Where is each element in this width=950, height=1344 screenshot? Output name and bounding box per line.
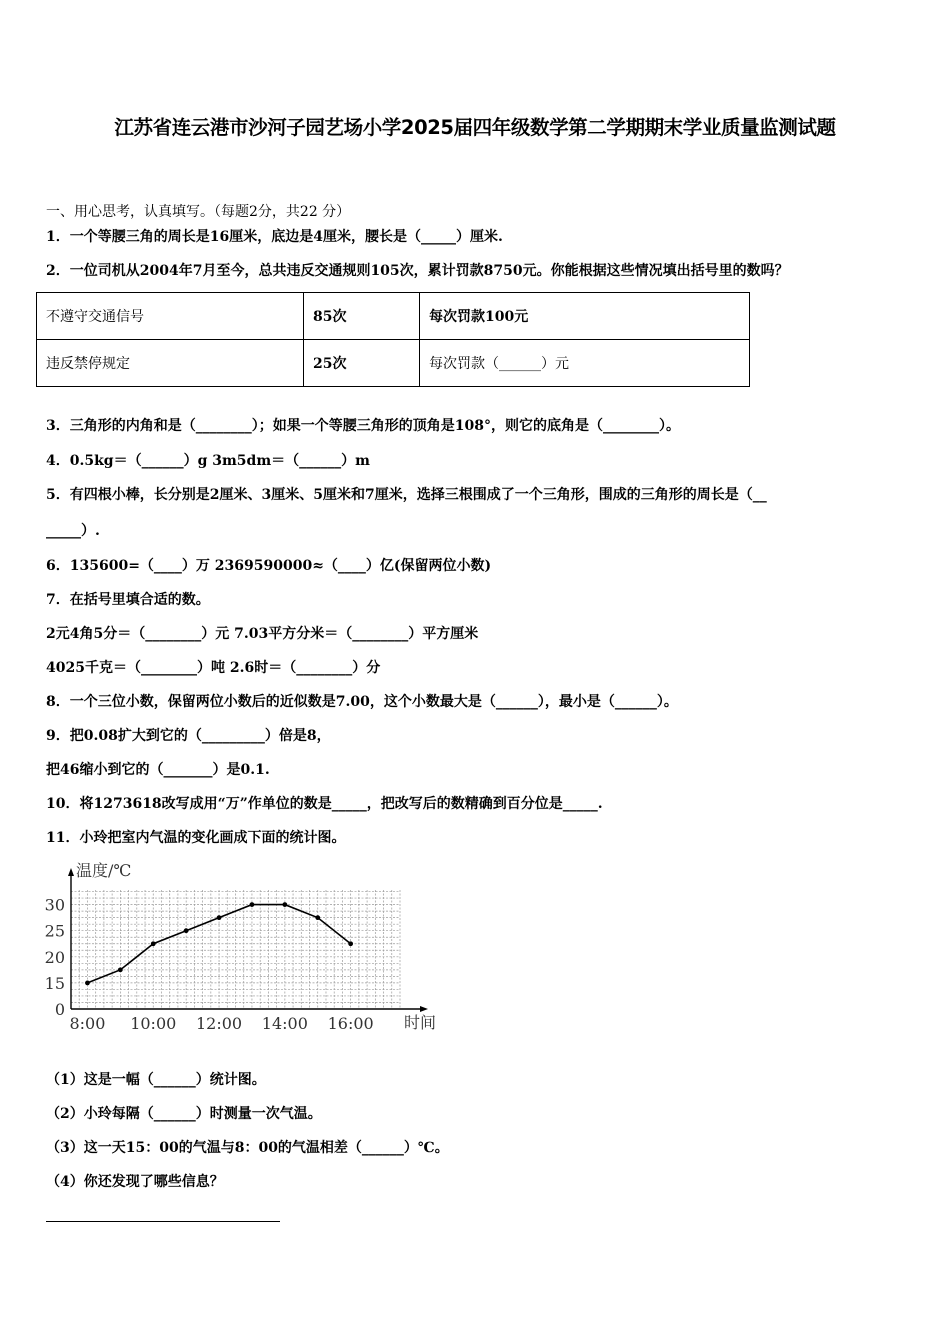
question-9-line-2: 把46缩小到它的（_______）是0.1. [46,762,270,778]
table-cell: 违反禁停规定 [37,340,304,387]
question-7: 7．在括号里填合适的数。 [46,592,210,608]
chart-axes [68,868,428,1012]
table-cell: 每次罚款（______）元 [420,340,750,387]
question-10: 10．将1273618改写成用“万”作单位的数是_____，把改写后的数精确到百分位是_____. [46,796,603,812]
x-tick-label: 10:00 [130,1014,177,1033]
data-point [282,902,287,907]
data-point [217,915,222,920]
table-cell: 不遵守交通信号 [37,293,304,340]
table-row [37,293,750,340]
question-7-line-2: 2元4角5分＝（________）元 7.03平方分米＝（________）平方厘米 [46,626,479,642]
data-point [85,981,90,986]
table-row [37,340,750,387]
temperature-line-chart [40,852,460,1037]
question-11-part-1: （1）这是一幅（______）统计图。 [46,1072,266,1088]
table-cell: 85次 [304,293,420,340]
question-3: 3．三角形的内角和是（________）；如果一个等腰三角形的顶角是108°，则它的底角是（________）。 [46,418,680,434]
table-cell: 每次罚款100元 [420,293,750,340]
x-tick-label: 16:00 [327,1014,374,1033]
section-heading: 一、用心思考，认真填写。（每题2分，共22 分） [46,204,351,220]
question-8: 8．一个三位小数，保留两位小数后的近似数是7.00，这个小数最大是（______），最小是（______）。 [46,694,678,710]
question-11-part-2: （2）小玲每隔（______）时测量一次气温。 [46,1106,322,1122]
question-6: 6．135600=（____）万 2369590000≈（____）亿(保留两位小数) [46,558,492,574]
x-tick-label: 14:00 [261,1014,308,1033]
y-tick-label: 30 [44,895,65,915]
y-axis-label: 温度/℃ [76,861,132,880]
question-9: 9．把0.08扩大到它的（_________）倍是8， [46,728,331,744]
question-11-part-3: （3）这一天15：00的气温与8：00的气温相差（______）℃。 [46,1140,449,1156]
x-axis-arrow [420,1006,428,1012]
question-2: 2．一位司机从2004年7月至今，总共违反交通规则105次，累计罚款8750元。你能根据这些情况填出括号里的数吗？ [46,263,789,279]
y-tick-label: 15 [44,973,65,993]
question-4: 4．0.5kg＝（______）g 3m5dm＝（______）m [46,453,370,469]
chart-grid [71,890,400,1009]
data-point [315,915,320,920]
y-tick-label: 0 [54,1000,65,1019]
x-axis-label: 时间 [404,1013,437,1032]
x-tick-label: 12:00 [195,1014,243,1033]
data-point [250,902,255,907]
question-11-part-4: （4）你还发现了哪些信息？ [46,1174,224,1190]
question-5-continued: _____）. [46,523,100,539]
data-point [184,928,189,933]
question-1: 1．一个等腰三角的周长是16厘米，底边是4厘米，腰长是（_____）厘米. [46,229,503,245]
page-title: 江苏省连云港市沙河子园艺场小学2025届四年级数学第二学期期末学业质量监测试题 [114,116,836,139]
x-tick-label: 8:00 [69,1014,106,1033]
question-5: 5．有四根小棒，长分别是2厘米、3厘米、5厘米和7厘米，选择三根围成了一个三角形，围成的三角形的周长是（__ [46,487,767,503]
y-tick-label: 20 [44,947,65,967]
penalty-table [36,292,750,387]
question-11: 11．小玲把室内气温的变化画成下面的统计图。 [46,830,346,846]
y-tick-label: 25 [44,921,65,941]
y-axis-arrow [68,868,74,876]
table-cell: 25次 [304,340,420,387]
question-7-line-3: 4025千克＝（________）吨 2.6时＝（________）分 [46,660,381,676]
data-point [348,941,353,946]
data-point [118,967,123,972]
answer-line [46,1221,280,1222]
data-point [151,941,156,946]
